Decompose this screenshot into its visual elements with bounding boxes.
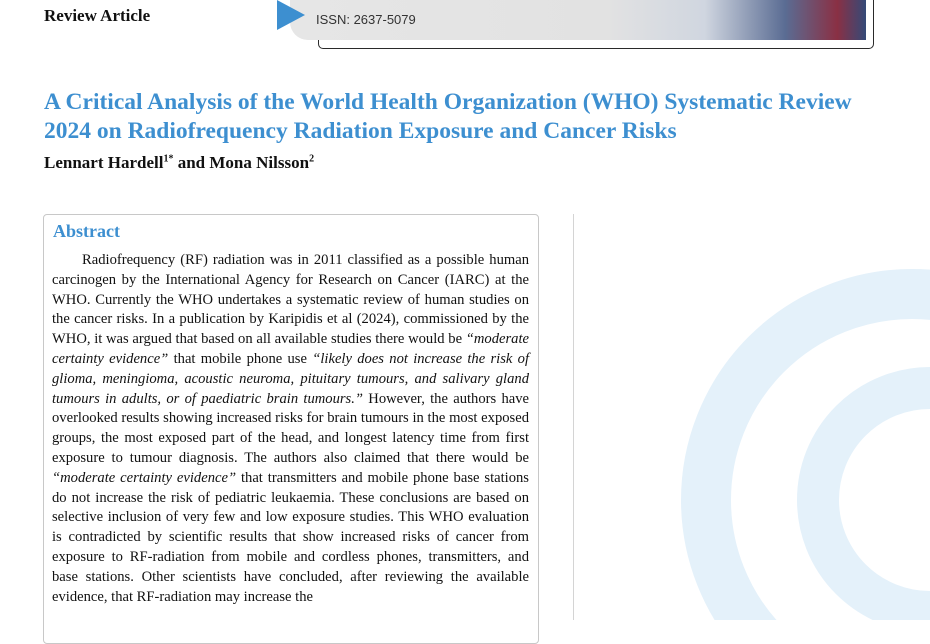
- author-name: Mona Nilsson: [209, 153, 310, 172]
- abstract-text-part: However, the authors have overlooked results showing increased risks for brain tumours in the most exposed groups, the most exposed part of the head, and longest latency time from first exposure to tumour diagnosis. The authors also claimed that there would be: [52, 390, 530, 466]
- abstract-text-part: that mobile phone use: [168, 350, 313, 367]
- issn-label: ISSN: 2637-5079: [316, 12, 416, 27]
- abstract-text: [52, 251, 529, 607]
- author-affiliation: 1*: [163, 153, 174, 165]
- article-type-label: Review Article: [44, 6, 151, 25]
- banner-arrow-icon: [277, 0, 305, 30]
- article-title: A Critical Analysis of the World Health Organization (WHO) Systematic Review 2024 on Radiofrequency Radiation Exposure and Cancer Risks: [44, 89, 852, 144]
- abstract-quote: “likely does not increase the risk of glioma, meningioma, acoustic neuroma, pituitary tumours, and salivary gland tumours in adults, or of paediatric brain tumours.”: [52, 350, 530, 407]
- abstract-text-part: Radiofrequency (RF) radiation was in 2011 classified as a possible human carcinogen by the International Agency for Research on Cancer (IARC) at the WHO. Currently the WHO undertakes a systematic review of human studies on the cancer risks. In a publication by Karipidis et al (2024), commissioned by the WHO, it was argued that based on all available studies there would be: [52, 252, 529, 348]
- column-divider: [573, 214, 574, 620]
- abstract-quote: “moderate certainty evidence”: [52, 469, 237, 486]
- abstract-text-part: that transmitters and mobile phone base stations do not increase the risk of pediatric leukaemia. These conclusions are based on selective inclusion of very few and low exposure studies. This WHO evaluation is contradicted by scientific results that show increased risks of cancer from exposure to RF-radiation from mobile and cordless phones, transmitters, and base stations. Other scientists have concluded, after reviewing the available evidence, that RF-radiation may increase the: [52, 469, 529, 605]
- author-affiliation: 2: [309, 153, 315, 165]
- abstract-quote: “moderate certainty evidence”: [52, 331, 529, 367]
- author-separator: and: [173, 153, 210, 172]
- author-list: [44, 153, 314, 173]
- author-name: Lennart Hardell: [44, 153, 164, 172]
- decorative-circle-graphic: [640, 210, 930, 620]
- abstract-heading: Abstract: [53, 221, 120, 241]
